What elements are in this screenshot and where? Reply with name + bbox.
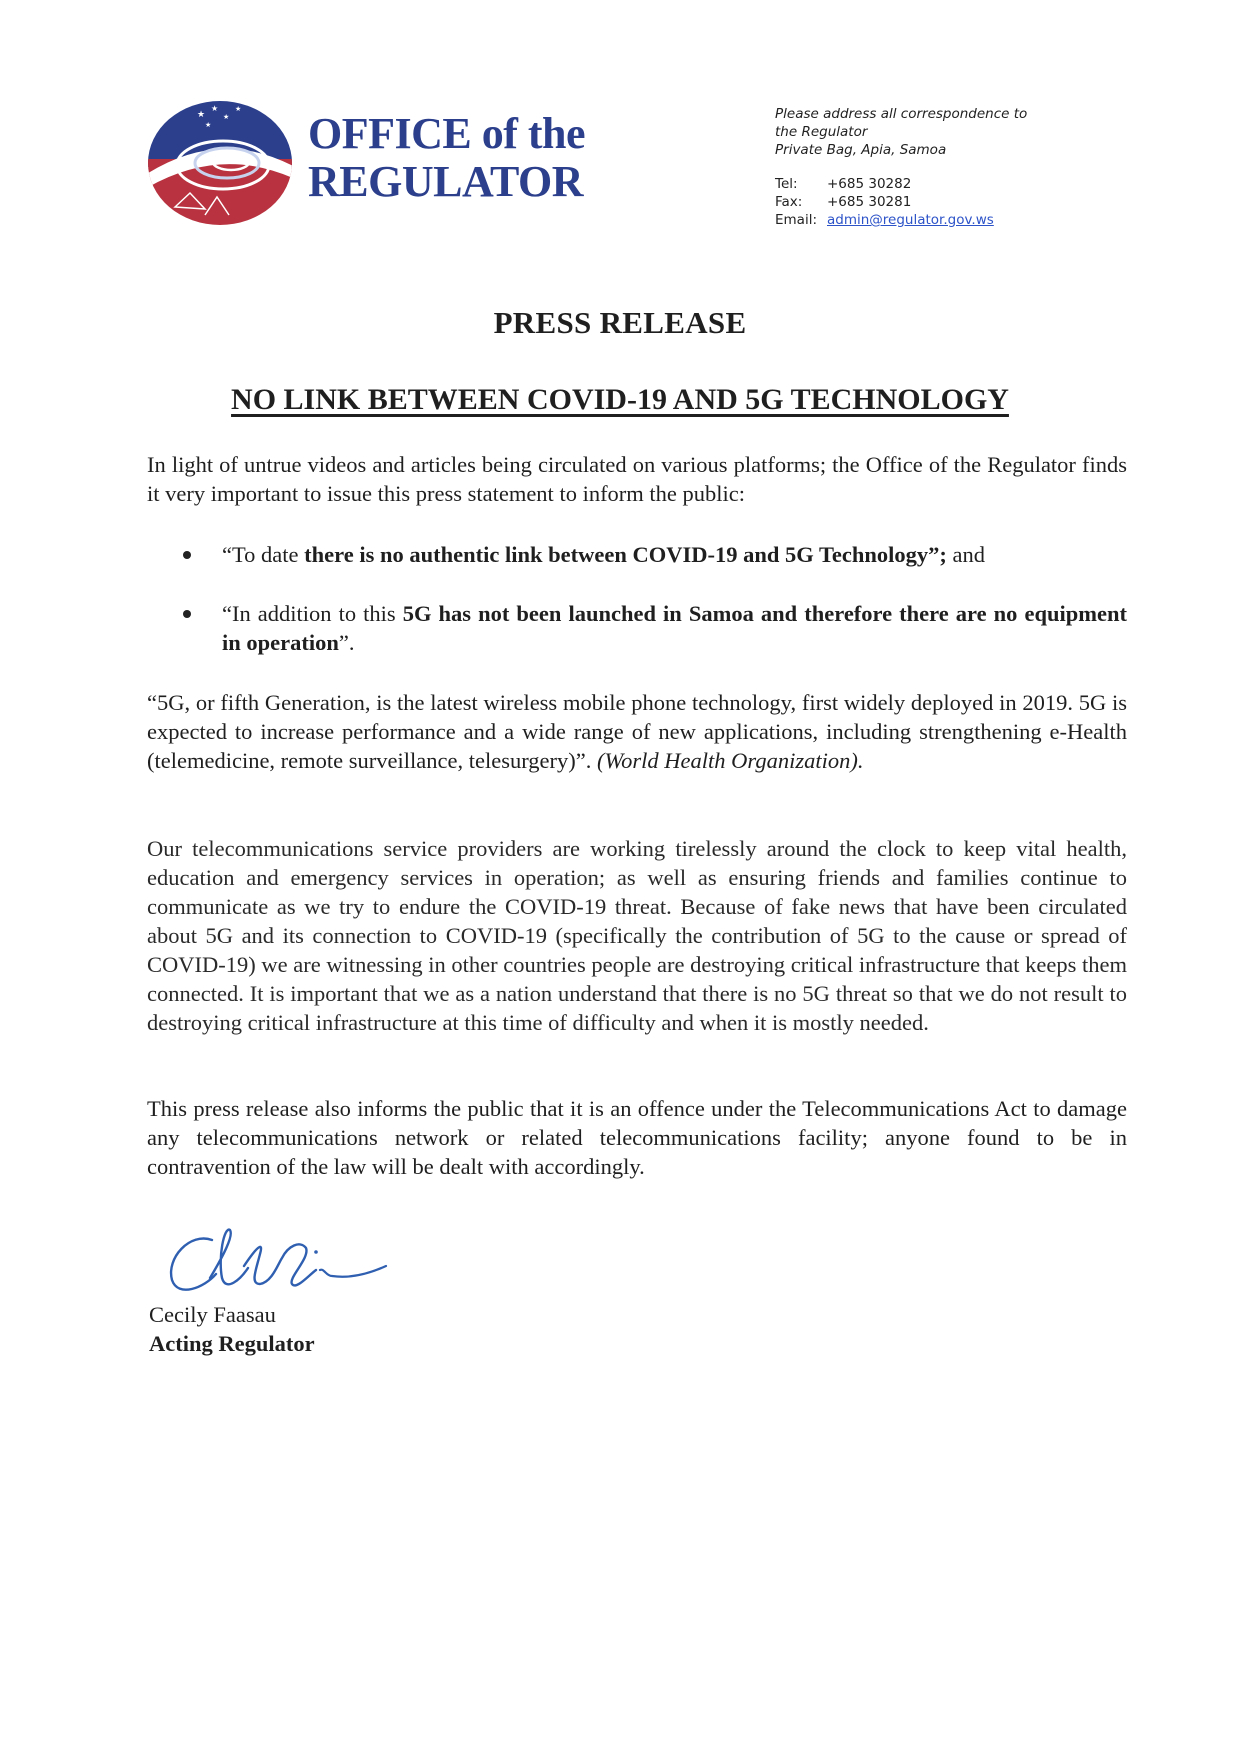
signatory-title: Acting Regulator <box>149 1331 315 1356</box>
contact-block <box>775 105 1027 229</box>
press-release-title: PRESS RELEASE <box>493 305 747 340</box>
svg-text:★: ★ <box>197 109 206 119</box>
tel-row <box>775 175 1027 193</box>
svg-text:★: ★ <box>223 113 230 121</box>
address-line: the Regulator <box>775 124 868 140</box>
intro-paragraph: In light of untrue videos and articles being circulated on various platforms; the Office of the Regulator finds it very important to issue this press statement to inform the public: <box>147 452 1127 506</box>
bullet-icon <box>183 551 191 559</box>
logo-line-2: REGULATOR <box>308 157 584 206</box>
address-line: Please address all correspondence to <box>775 106 1028 122</box>
svg-text:★: ★ <box>235 105 242 113</box>
svg-text:★: ★ <box>211 104 219 113</box>
five-g-definition-text: “5G, or fifth Generation, is the latest wireless mobile phone technology, first widely deployed in 2019. 5G is expected to increase performance and a wide range of new applications, including strengthening e-Health (telemedicine, remote surveillance, telesurgery)”. <box>147 690 1127 773</box>
bullet-text: ”. <box>338 630 355 655</box>
bullet-text: “In addition to this <box>222 601 403 626</box>
fax-row <box>775 193 1027 211</box>
postal-address <box>775 105 1027 159</box>
headline <box>0 383 1240 417</box>
list-item <box>147 599 1127 657</box>
offence-paragraph: This press release also informs the public that it is an offence under the Telecommunications Act to damage any telecommunications network or related telecommunications facility; anyone found to be in contravention of the law will be dealt with accordingly. <box>147 1096 1127 1179</box>
statement-bullets <box>147 540 1127 657</box>
regulator-logo-emblem <box>145 97 295 229</box>
source-citation: (World Health Organization). <box>597 748 864 773</box>
headline-text: NO LINK BETWEEN COVID-19 AND 5G TECHNOLOGY <box>231 383 1009 416</box>
bullet-text: and <box>946 542 986 567</box>
tel-value: +685 30282 <box>827 176 912 192</box>
bullet-text: “To date <box>222 542 305 567</box>
fax-label: Fax: <box>775 194 803 210</box>
five-g-definition-paragraph <box>147 688 1127 775</box>
address-line: Private Bag, Apia, Samoa <box>775 142 947 158</box>
email-label: Email: <box>775 212 818 228</box>
bullet-emphasis: there is no authentic link between COVID-19 and 5G Technology”; <box>304 542 947 567</box>
regulator-logo-wordmark <box>308 109 586 206</box>
bullet-emphasis: 5G has not been launched in Samoa and therefore there are no equipment in operation <box>222 601 1127 655</box>
signatory-name: Cecily Faasau <box>149 1302 276 1327</box>
tel-label: Tel: <box>775 176 798 192</box>
handwritten-signature <box>160 1218 390 1308</box>
list-item <box>147 540 1127 569</box>
logo-line-1: OFFICE of the <box>308 109 586 158</box>
bullet-icon <box>183 610 191 618</box>
svg-text:★: ★ <box>205 121 212 129</box>
email-row <box>775 211 1027 229</box>
fax-value: +685 30281 <box>827 194 912 210</box>
service-providers-paragraph: Our telecommunications service providers are working tirelessly around the clock to keep vital health, education and emergency services in operation; as well as ensuring friends and families continue to communicate as we try to endure the COVID-19 threat. Because of fake news that have been circulated about 5G and its connection to COVID-19 (specifically the contribution of 5G to the cause or spread of COVID-19) we are witnessing in other countries people are destroying critical infrastructure that keeps them connected. It is important that we as a nation understand that there is no 5G threat so that we do not result to destroying critical infrastructure at this time of difficulty and when it is mostly needed. <box>147 836 1127 1035</box>
email-link[interactable]: admin@regulator.gov.ws <box>827 212 994 228</box>
